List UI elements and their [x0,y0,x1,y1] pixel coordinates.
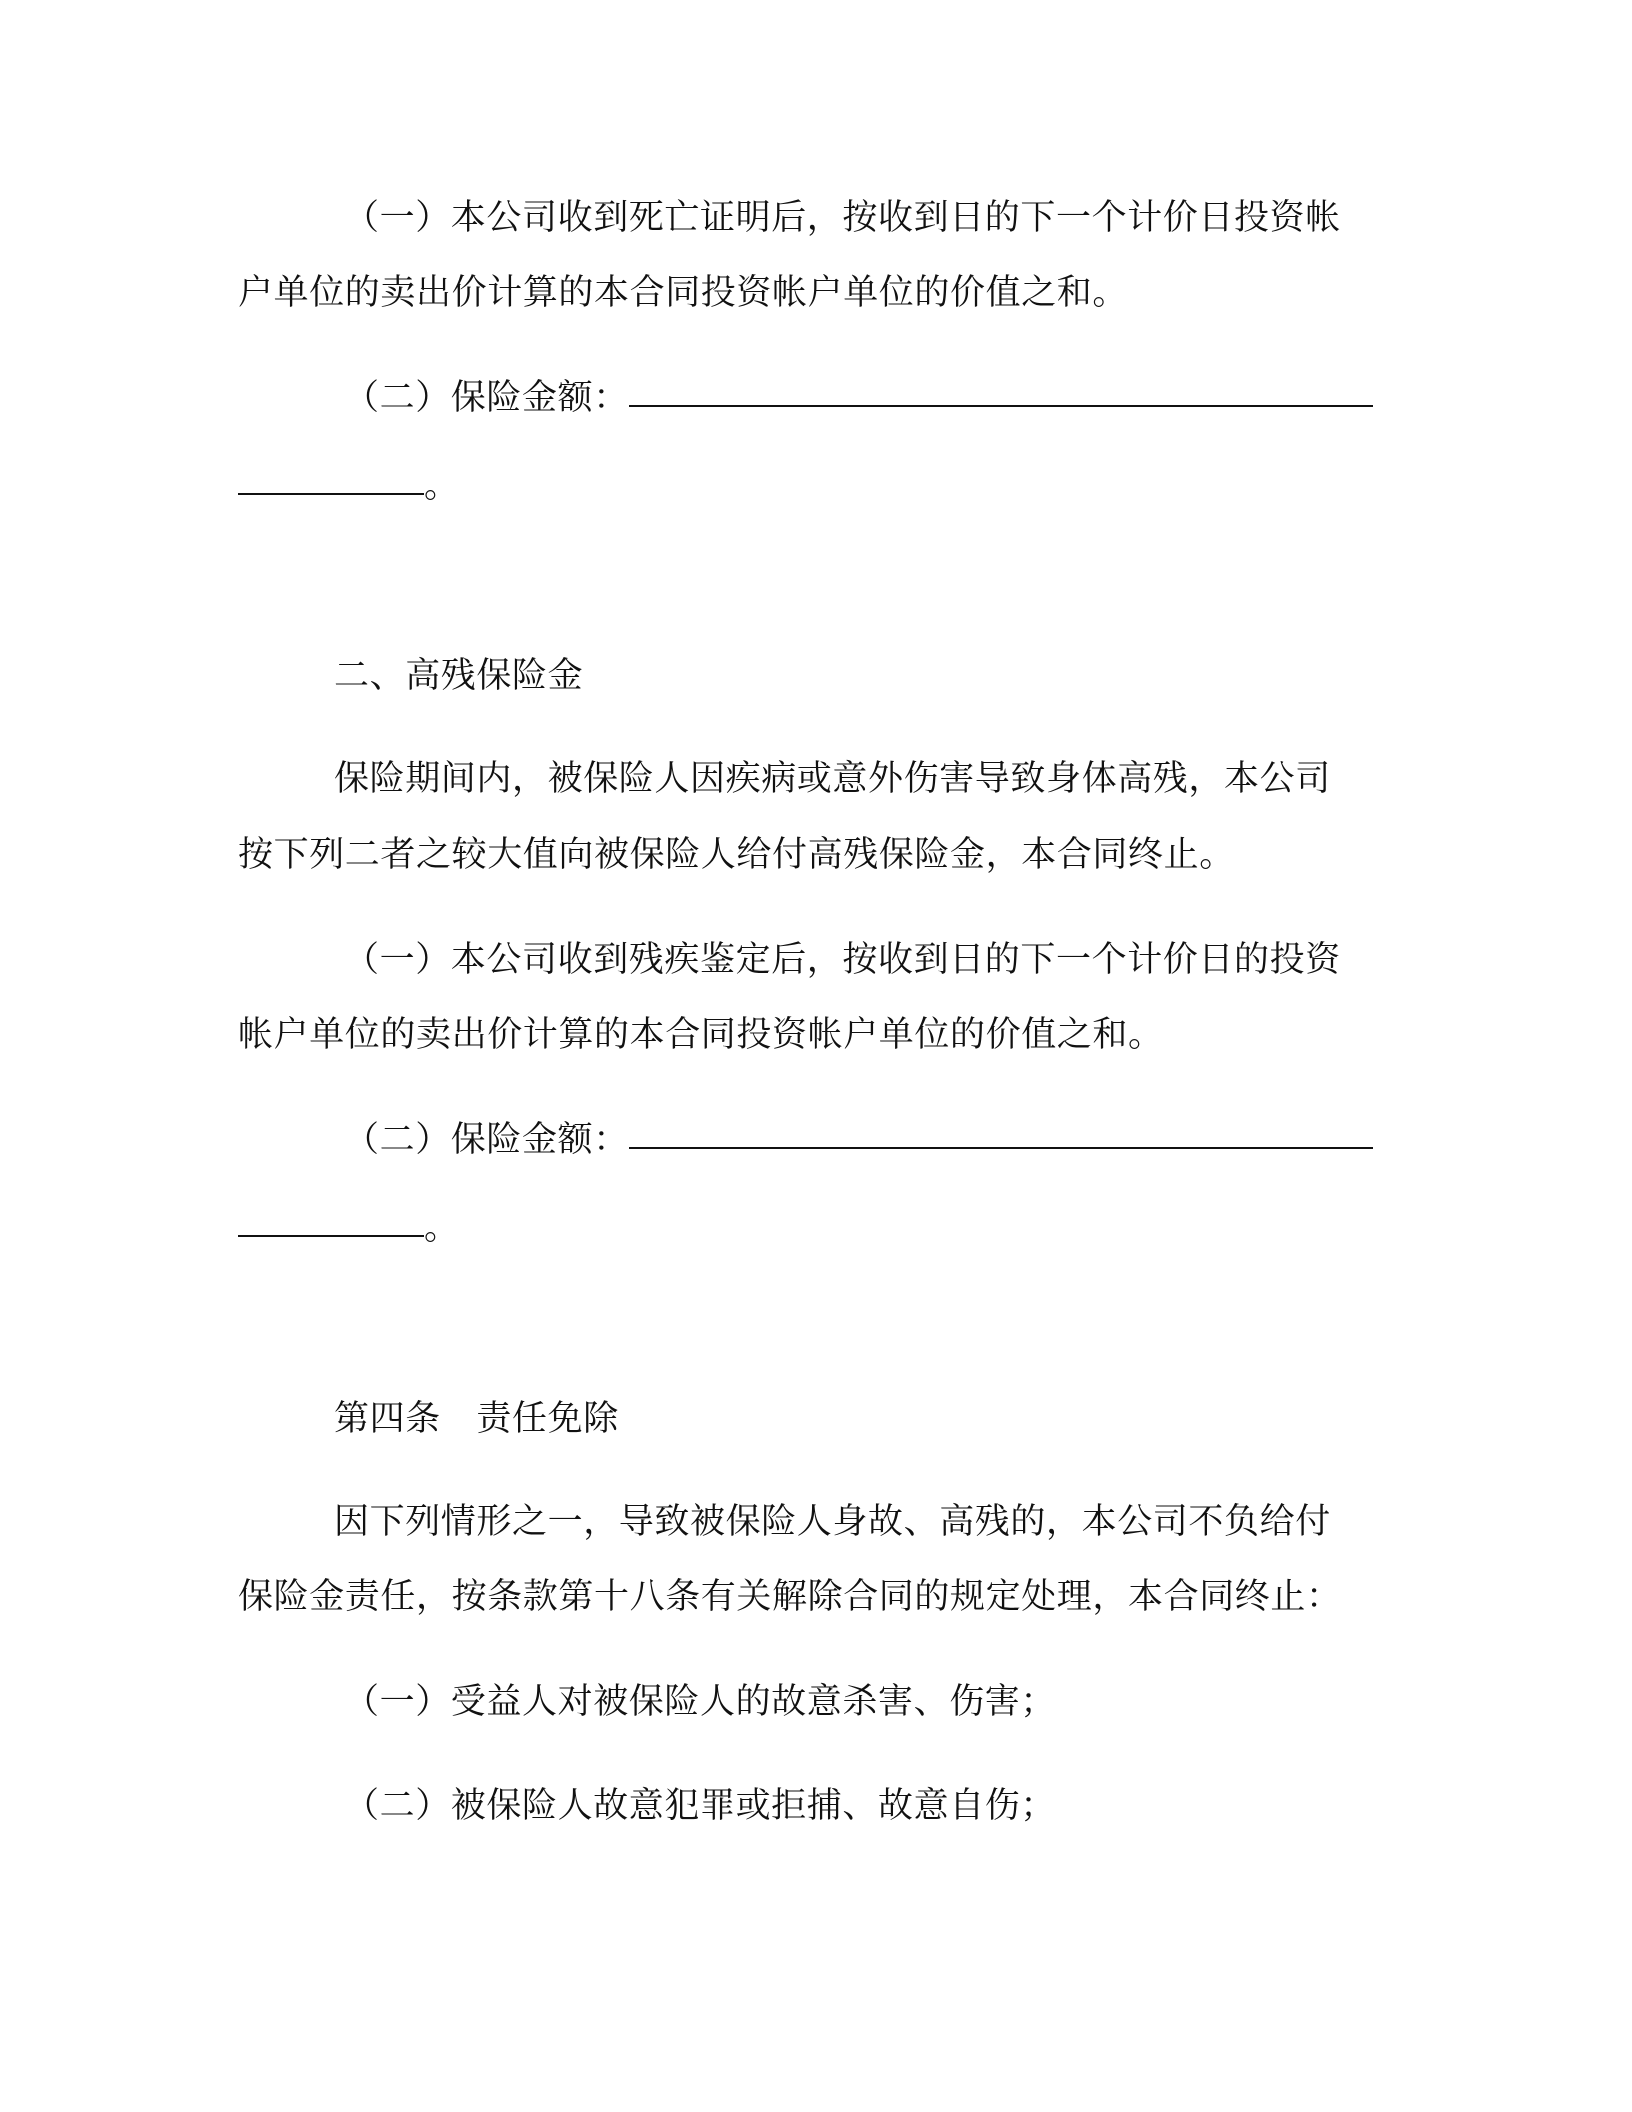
death-item-1-line-1: （一）本公司收到死亡证明后，按收到日的下一个计价日投资帐 [344,198,1341,238]
exclusion-item-2: （二）被保险人故意犯罪或拒捕、故意自伤； [344,1786,1057,1826]
death-item-2-line-2 [238,464,460,508]
disability-item-2-line-2 [238,1206,460,1250]
disability-sum-insured-blank-continued[interactable] [238,1235,424,1237]
disability-intro-line-1: 保险期间内，被保险人因疾病或意外伤害导致身体高残，本公司 [334,759,1331,799]
disability-heading: 二、高残保险金 [334,656,584,696]
death-sum-insured-label: （二）保险金额： [344,378,629,418]
article-4-intro-line-2: 保险金责任，按条款第十八条有关解除合同的规定处理，本合同终止： [238,1577,1342,1617]
disability-item-1-line-1: （一）本公司收到残疾鉴定后，按收到日的下一个计价日的投资 [344,940,1341,980]
article-4-heading: 第四条 责任免除 [334,1399,619,1439]
exclusion-item-1: （一）受益人对被保险人的故意杀害、伤害； [344,1682,1057,1722]
death-sum-insured-blank[interactable] [629,405,1373,407]
disability-item-2-line-1 [344,1118,1373,1162]
disability-sum-insured-label: （二）保险金额： [344,1120,629,1160]
death-sum-insured-blank-continued[interactable] [238,493,424,495]
disability-item-1-line-2: 帐户单位的卖出价计算的本合同投资帐户单位的价值之和。 [238,1015,1164,1055]
disability-sum-insured-blank[interactable] [629,1147,1373,1149]
death-item-1-line-2: 户单位的卖出价计算的本合同投资帐户单位的价值之和。 [238,273,1129,313]
death-sum-insured-period: 。 [424,466,460,506]
article-4-intro-line-1: 因下列情形之一，导致被保险人身故、高残的，本公司不负给付 [334,1502,1331,1542]
disability-intro-line-2: 按下列二者之较大值向被保险人给付高残保险金，本合同终止。 [238,835,1235,875]
death-item-2-line-1 [344,376,1373,420]
disability-sum-insured-period: 。 [424,1208,460,1248]
